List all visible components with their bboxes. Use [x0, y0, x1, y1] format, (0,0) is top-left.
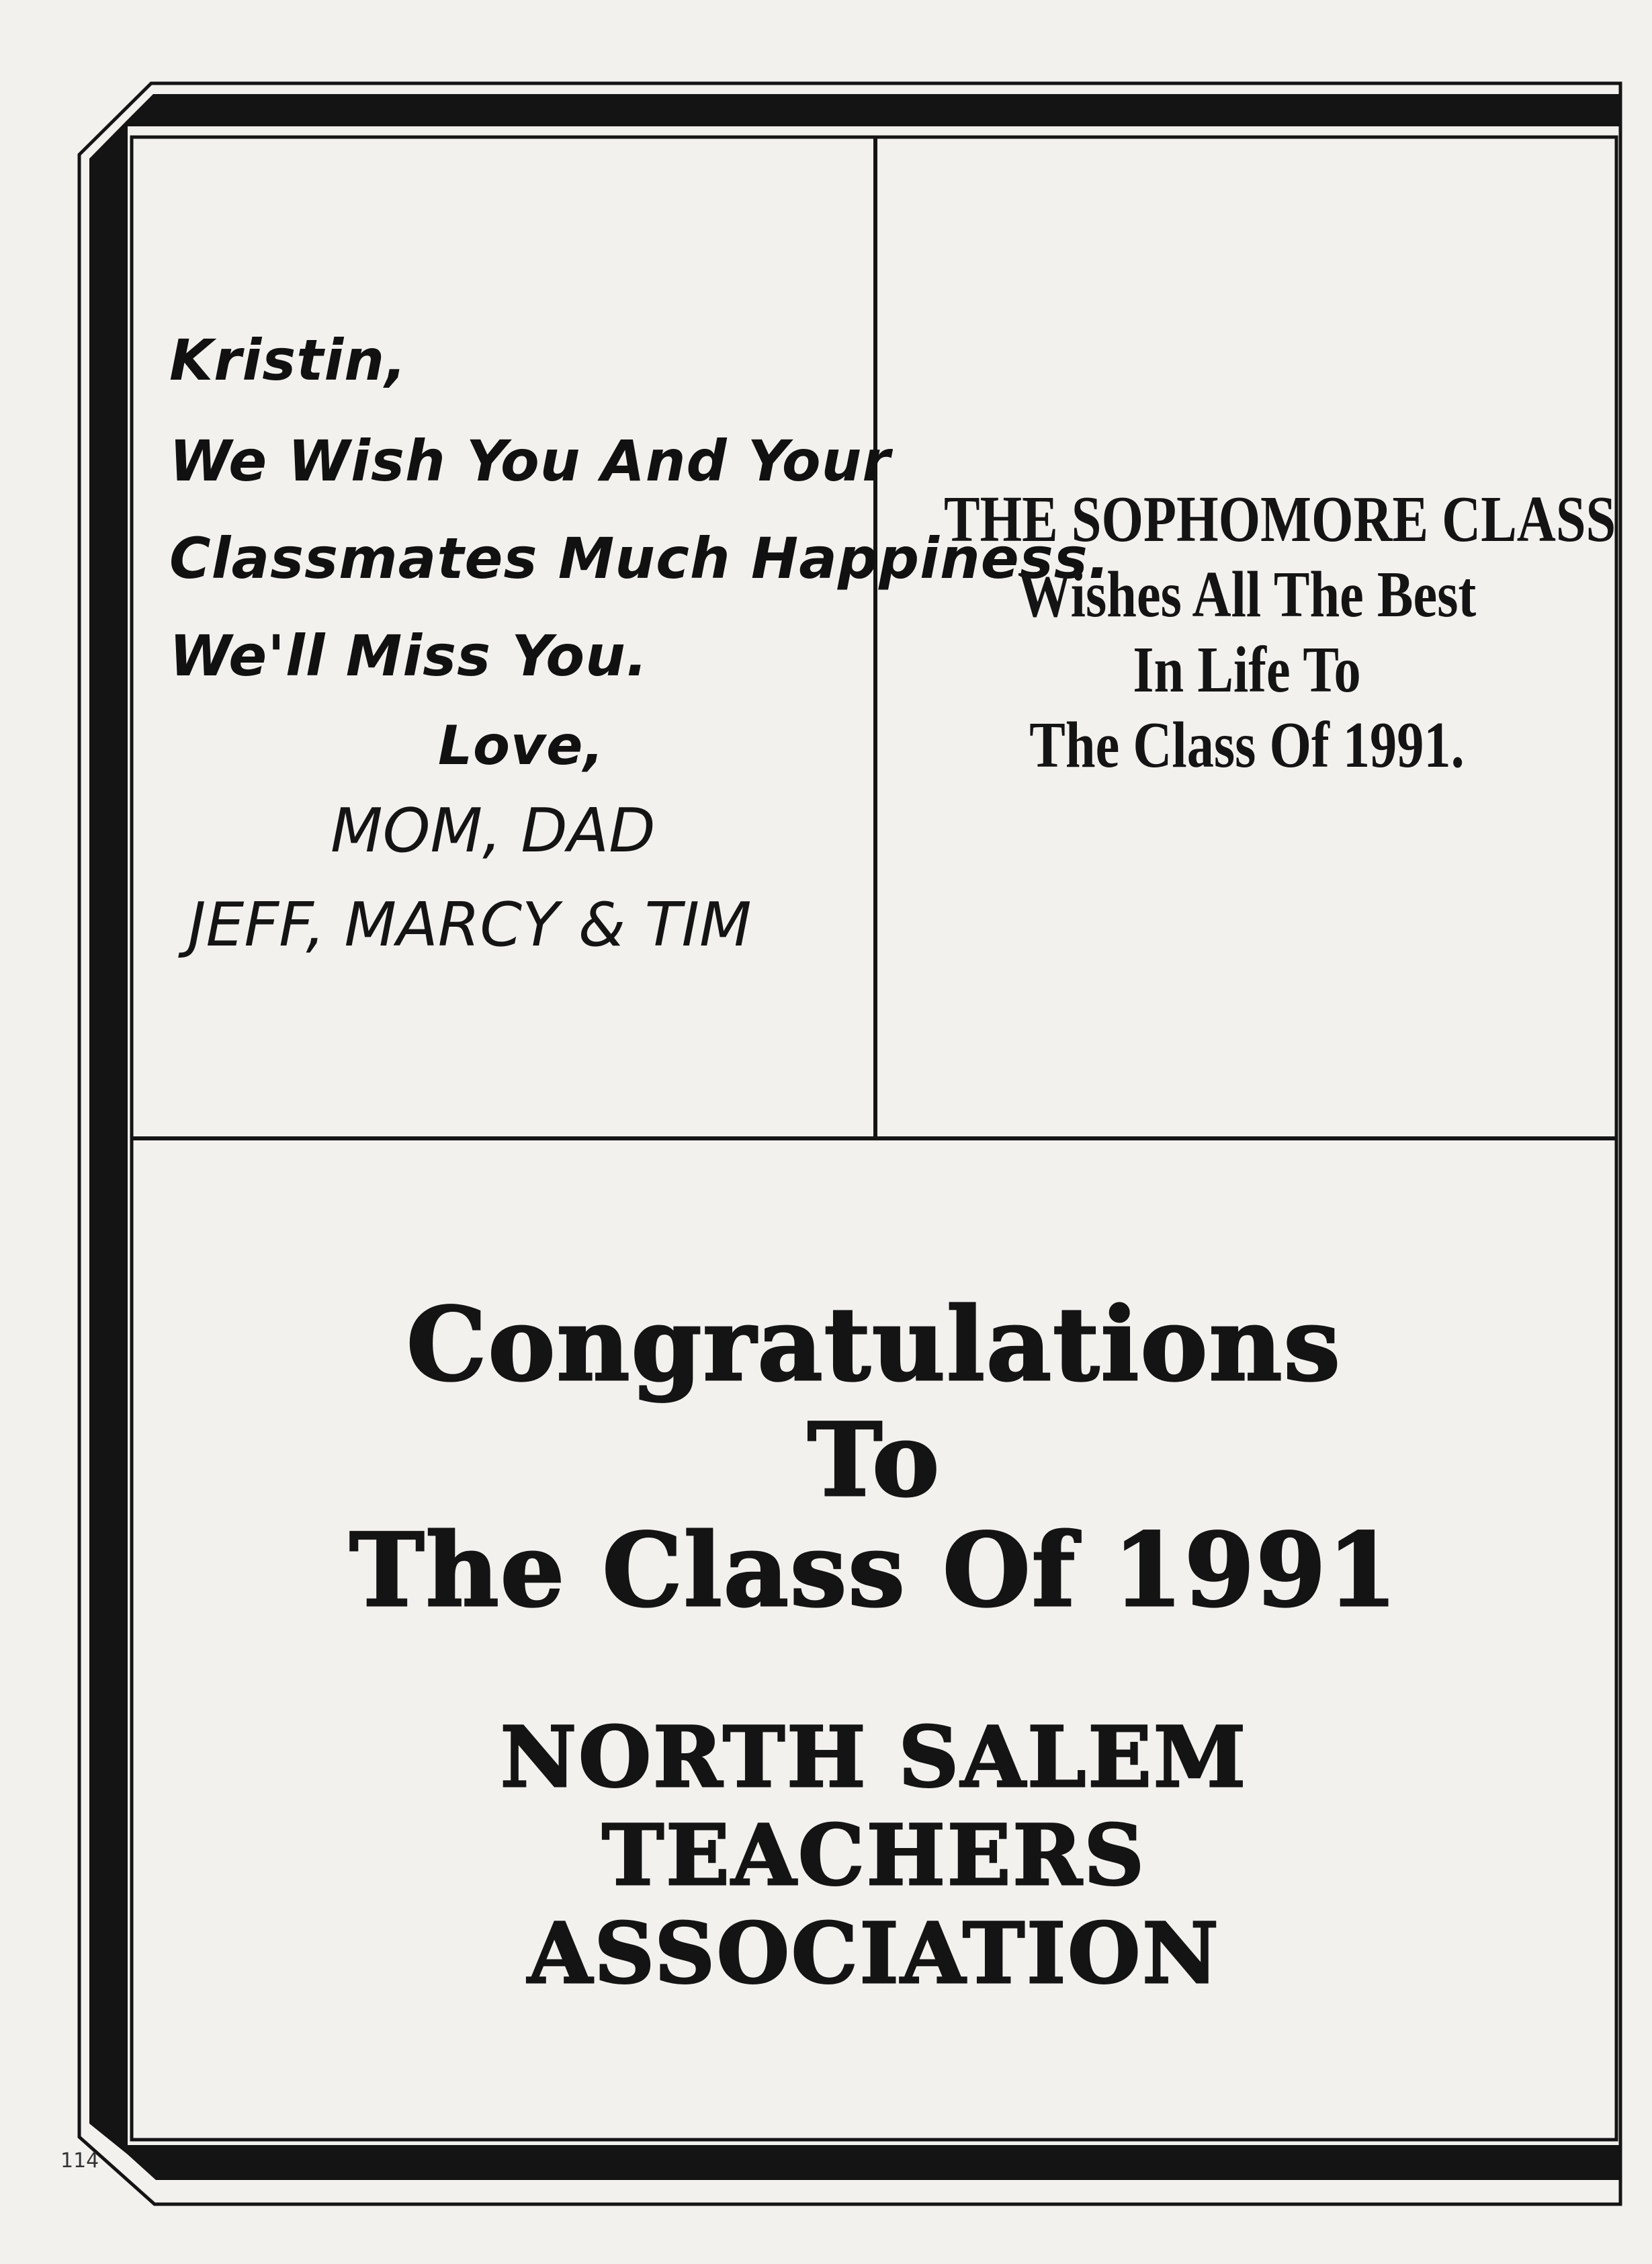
closing: Love, — [438, 714, 605, 777]
message-line: Classmates Much Happiness. — [169, 526, 1111, 591]
congratulations-line: To — [807, 1401, 941, 1519]
org-name-line: TEACHERS — [602, 1807, 1146, 1904]
signers-siblings: JEFF, MARCY & TIM — [188, 890, 752, 960]
sophomore-message-line: The Class Of 1991. — [1029, 709, 1465, 782]
sophomore-class-heading: THE SOPHOMORE CLASS — [944, 483, 1616, 556]
congratulations-heading: Congratulations — [406, 1286, 1342, 1404]
family-message — [169, 137, 1111, 1137]
page-number: 114 — [60, 2149, 99, 2173]
greeting: Kristin, — [169, 327, 407, 393]
message-line: We'll Miss You. — [169, 623, 648, 689]
congratulations-line: The Class Of 1991 — [349, 1511, 1399, 1630]
sophomore-class-panel — [877, 137, 1616, 1137]
sophomore-message-line: In Life To — [1133, 634, 1361, 706]
sophomore-message-line: Wishes All The Best — [1017, 558, 1477, 631]
family-message-panel — [132, 137, 1111, 1137]
org-name-line: NORTH SALEM — [500, 1709, 1248, 1806]
message-line: We Wish You And Your — [169, 428, 891, 494]
signers-parents: MOM, DAD — [331, 796, 656, 866]
teachers-association-panel — [132, 1142, 1616, 2140]
org-name-line: ASSOCIATION — [527, 1905, 1221, 2003]
